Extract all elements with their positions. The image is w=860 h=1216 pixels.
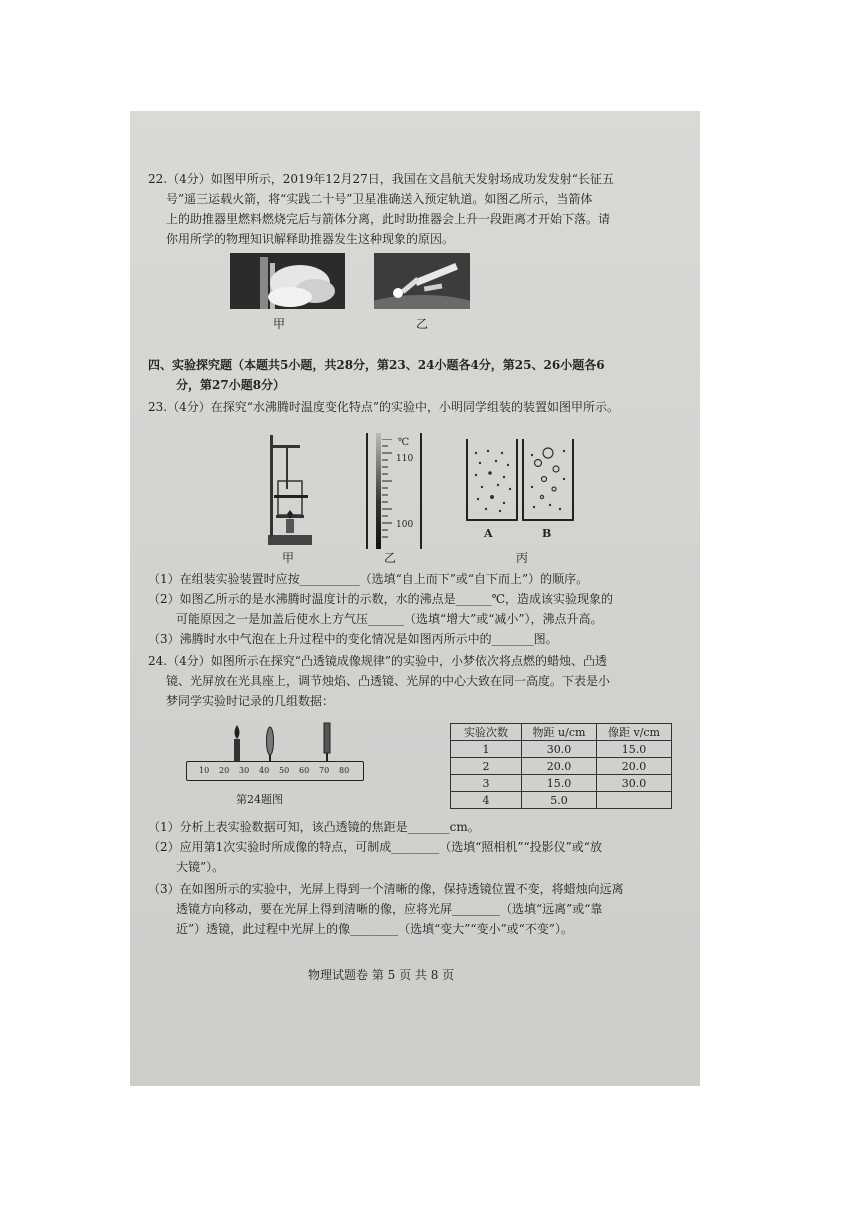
q22-line-2: 号”遥三运载火箭，将“实践二十号”卫星准确送入预定轨道。如图乙所示，当箭体 [166, 192, 593, 206]
beaker-a [466, 439, 518, 521]
q23-subquestion-1: （1）在组装实验装置时应按__________（选填“自上而下”或“自下而上”）的顺序。 [148, 572, 589, 586]
table-header-object-distance: 物距 u/cm [522, 724, 597, 741]
table-cell: 3 [451, 775, 522, 792]
table-cell: 20.0 [597, 758, 672, 775]
rocket-launch-photo [230, 253, 345, 309]
table-cell: 20.0 [522, 758, 597, 775]
q23-subquestion-3: （3）沸腾时水中气泡在上升过程中的变化情况是如图丙所示中的_______图。 [148, 632, 558, 646]
thermometer-label-100: 100 [396, 520, 414, 530]
table-cell: 1 [451, 741, 522, 758]
beaker-a-label: A [484, 527, 493, 540]
q24-data-table [450, 723, 672, 809]
q23-intro: 23.（4分）在探究“水沸腾时温度变化特点”的实验中，小明同学组装的装置如图甲所示。 [148, 400, 619, 414]
ruler-tick-20: 20 [219, 766, 230, 775]
q23-caption-yi: 乙 [384, 551, 397, 565]
section-4-heading-cont: 分，第27小题8分） [176, 378, 286, 392]
thermometer-figure [366, 433, 422, 549]
beaker-b [522, 439, 574, 521]
q23-caption-jia: 甲 [282, 551, 295, 565]
table-cell: 4 [451, 792, 522, 809]
boiling-apparatus-figure [258, 431, 318, 549]
q24-line-2: 镜、光屏放在光具座上，调节烛焰、凸透镜、光屏的中心大致在同一高度。下表是小 [166, 674, 611, 688]
table-row [451, 741, 672, 758]
table-header-row [451, 724, 672, 741]
ruler-tick-30: 30 [239, 766, 250, 775]
ruler-tick-60: 60 [299, 766, 310, 775]
table-row [451, 775, 672, 792]
page-footer: 物理试题卷 第 5 页 共 8 页 [308, 968, 455, 982]
ruler-tick-80: 80 [339, 766, 350, 775]
thermometer-label-110: 110 [396, 454, 414, 464]
q24-subquestion-2-cont: 大镜”）。 [176, 860, 225, 874]
q24-subquestion-3-end: 近”）透镜，此过程中光屏上的像________（选填“变大”“变小”或“不变”）。 [176, 922, 573, 936]
q22-caption-yi: 乙 [416, 317, 429, 331]
q22-line-4: 你用所学的物理知识解释助推器发生这种现象的原因。 [166, 232, 455, 246]
table-cell [597, 792, 672, 809]
q24-subquestion-3: （3）在如图所示的实验中，光屏上得到一个清晰的像，保持透镜位置不变，将蜡烛向远离 [148, 882, 624, 896]
q22-caption-jia: 甲 [273, 317, 286, 331]
table-cell: 30.0 [522, 741, 597, 758]
table-cell: 30.0 [597, 775, 672, 792]
table-cell: 15.0 [522, 775, 597, 792]
q24-line-3: 梦同学实验时记录的几组数据： [166, 694, 335, 708]
table-row [451, 792, 672, 809]
booster-separation-photo [374, 253, 470, 309]
table-header-image-distance: 像距 v/cm [597, 724, 672, 741]
beaker-b-label: B [542, 527, 552, 540]
ruler-tick-10: 10 [199, 766, 210, 775]
q22-line-3: 上的助推器里燃料燃烧完后与箭体分离，此时助推器会上升一段距离才开始下落。请 [166, 212, 611, 226]
q24-subquestion-2: （2）应用第1次实验时所成像的特点，可制成________（选填“照相机”“投影仪”或“放 [148, 840, 602, 854]
q23-caption-bing: 丙 [516, 551, 529, 565]
q24-subquestion-1: （1）分析上表实验数据可知，该凸透镜的焦距是_______cm。 [148, 820, 480, 834]
table-header-trial: 实验次数 [451, 724, 522, 741]
q24-subquestion-3-cont: 透镜方向移动，要在光屏上得到清晰的像，应将光屏________（选填“远离”或“靠 [176, 902, 603, 916]
section-4-heading: 四、实验探究题（本题共5小题，共28分，第23、24小题各4分，第25、26小题各6 [148, 358, 605, 372]
optical-bench [186, 761, 364, 781]
q22-line-1: 22.（4分）如图甲所示，2019年12月27日，我国在文昌航天发射场成功发发射“长征五 [148, 172, 614, 186]
q23-subquestion-2-cont: 可能原因之一是加盖后使水上方气压______（选填“增大”或“减小”），沸点升高。 [176, 612, 603, 626]
ruler-tick-70: 70 [319, 766, 330, 775]
thermometer-unit: ℃ [398, 437, 410, 448]
table-row [451, 758, 672, 775]
q24-line-1: 24.（4分）如图所示在探究“凸透镜成像规律”的实验中，小梦依次将点燃的蜡烛、凸透 [148, 654, 607, 668]
bench-apparatus [220, 719, 340, 763]
ruler-tick-50: 50 [279, 766, 290, 775]
table-cell: 2 [451, 758, 522, 775]
table-cell: 5.0 [522, 792, 597, 809]
ruler-tick-40: 40 [259, 766, 270, 775]
exam-page [130, 111, 700, 1086]
q24-figure-caption: 第24题图 [236, 793, 283, 806]
table-cell: 15.0 [597, 741, 672, 758]
q23-subquestion-2: （2）如图乙所示的是水沸腾时温度计的示数，水的沸点是______℃，造成该实验现象的 [148, 592, 614, 606]
